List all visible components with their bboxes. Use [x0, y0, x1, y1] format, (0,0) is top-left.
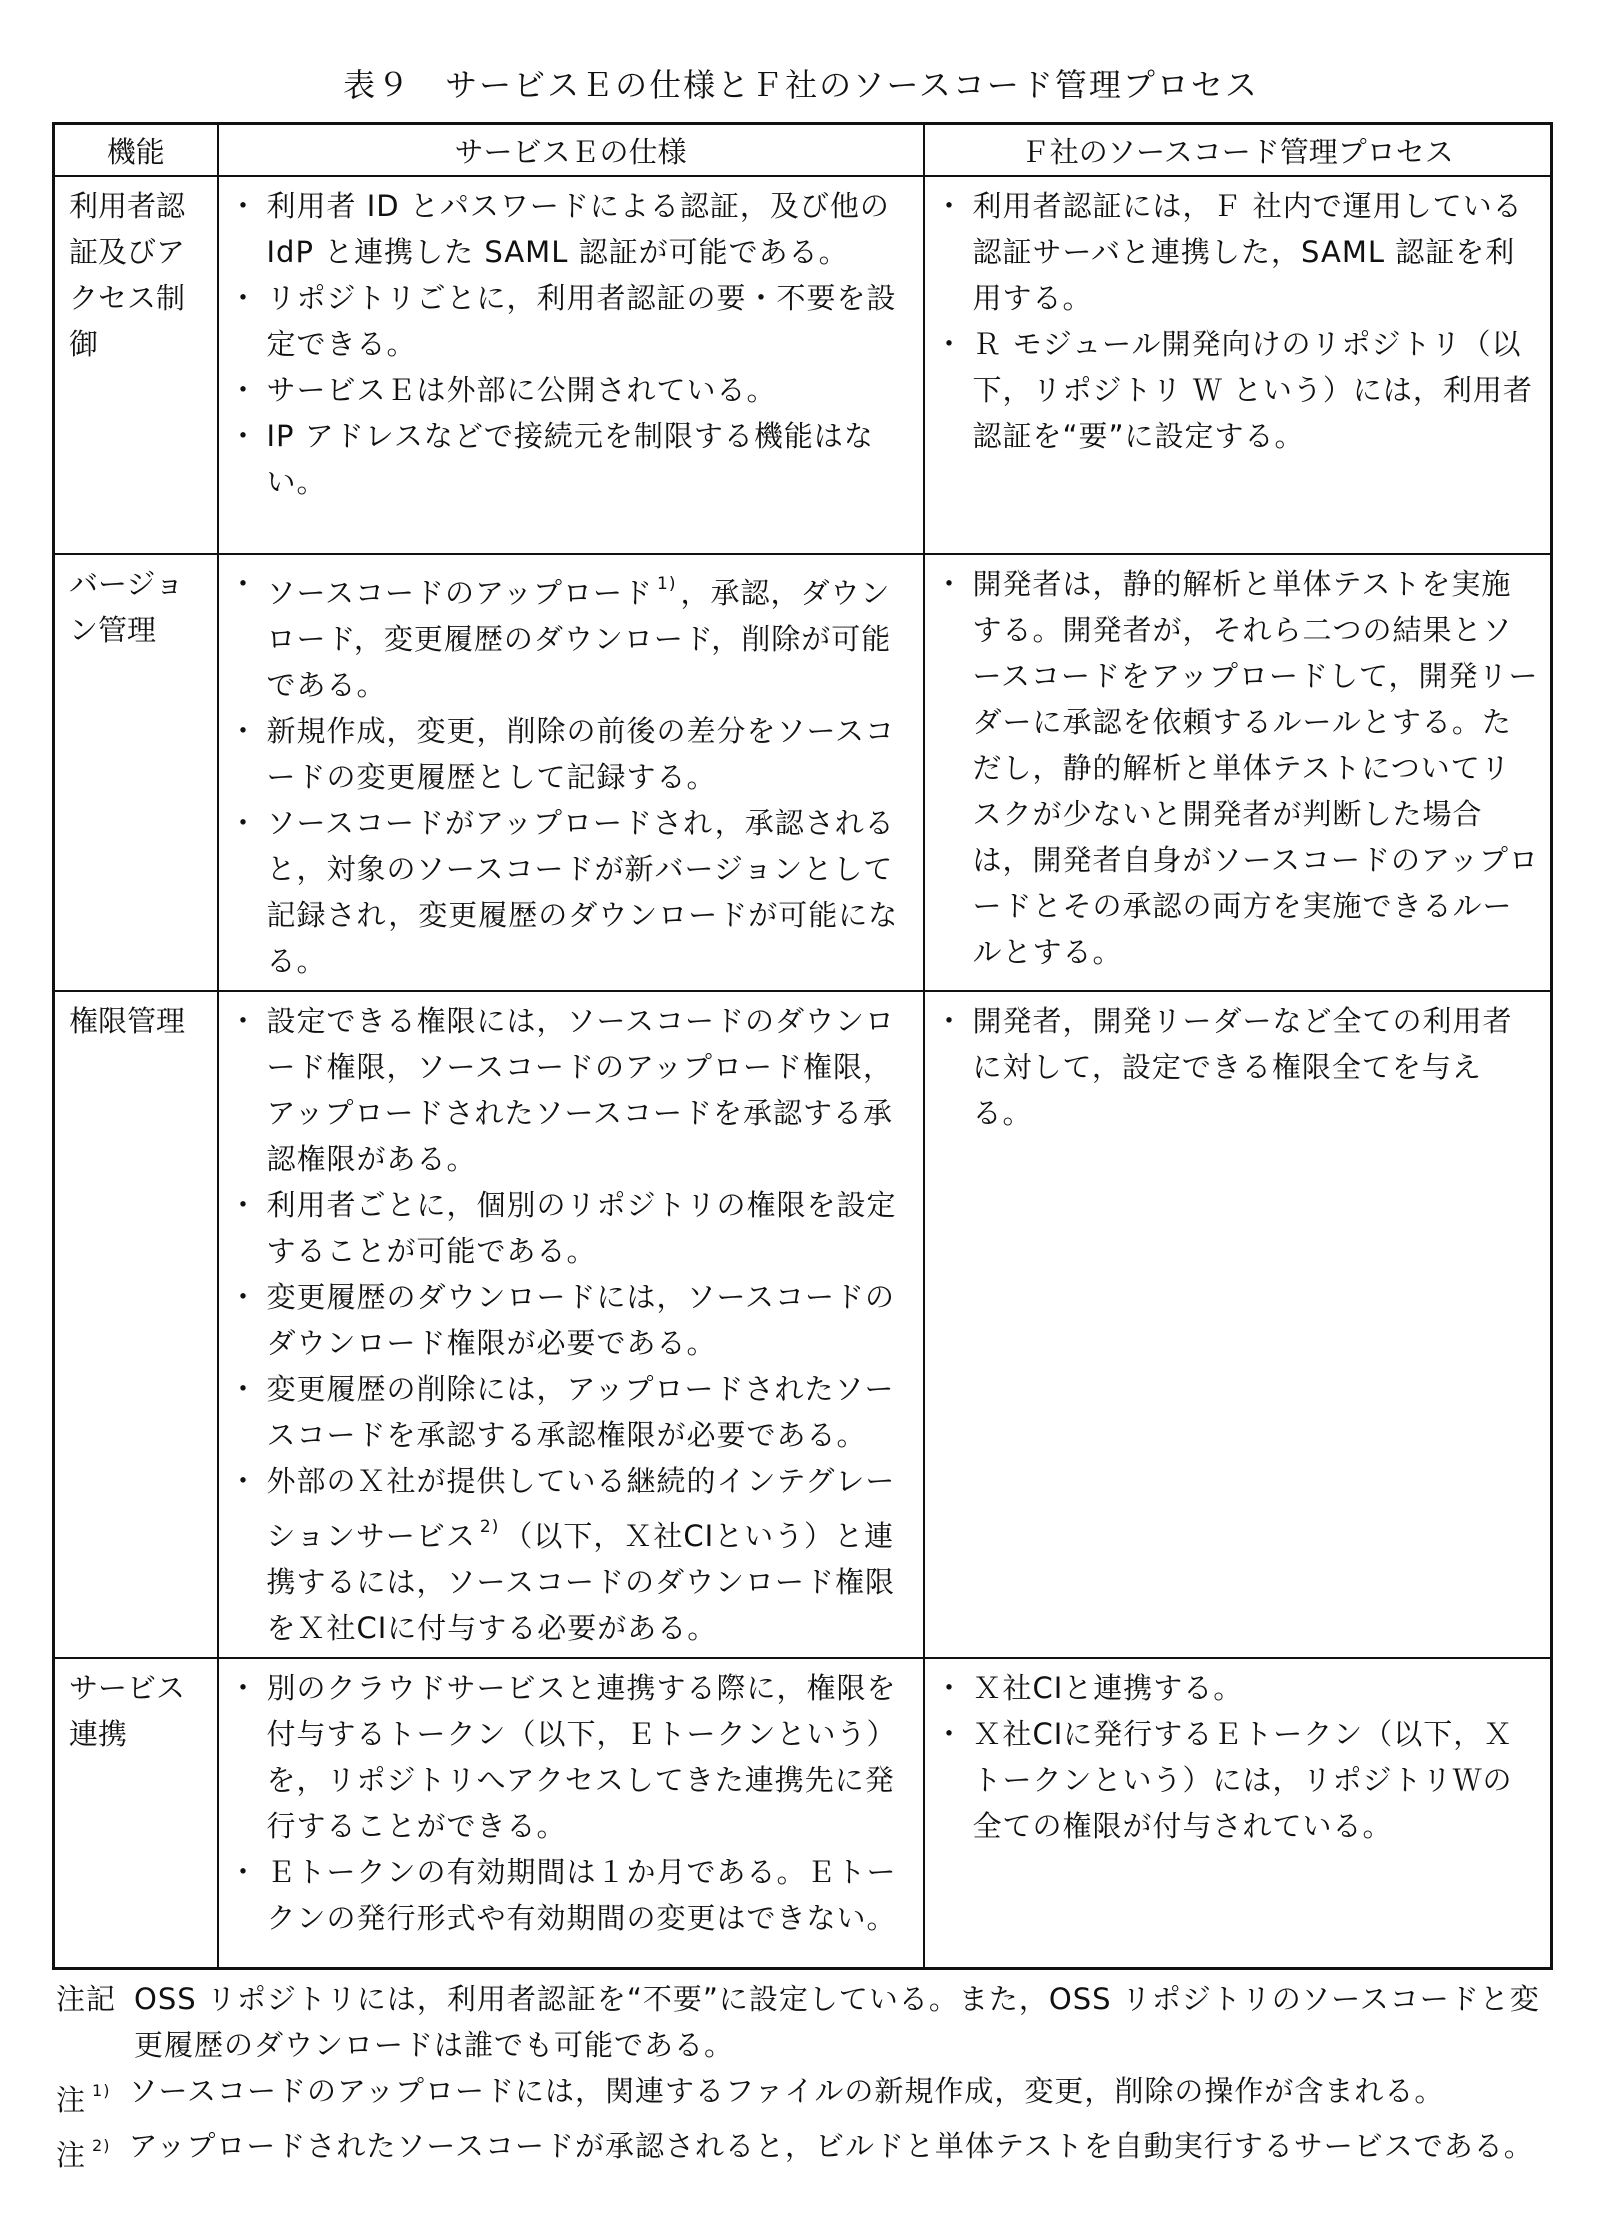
process-cell	[924, 1658, 1552, 1968]
footnote-2	[56, 2123, 1556, 2178]
spec-item: ・ ソースコードがアップロードされ，承認されると，対象のソースコードが新バージョンとして記録され，変更履歴のダウンロードが可能になる。	[227, 800, 913, 984]
spec-text: ，承認，ダウンロード，変更履歴のダウンロード，削除が可能である。	[266, 576, 892, 702]
footnote-1-number: 1)	[92, 2081, 111, 2100]
spec-cell	[218, 176, 924, 554]
footnote-1	[56, 2068, 1556, 2123]
spec-cell	[218, 554, 924, 991]
process-item: ・ 利用者認証には，Ｆ 社内で運用している認証サーバと連携した，SAML 認証を利用する。	[933, 183, 1541, 321]
spec-item: ・ 利用者 ID とパスワードによる認証，及び他の IdP と連携した SAML 認証が可能である。	[227, 183, 913, 275]
process-cell	[924, 991, 1552, 1658]
spec-table	[52, 122, 1553, 1970]
spec-item: ・ 別のクラウドサービスと連携する際に，権限を付与するトークン（以下，Ｅトークンという）を，リポジトリへアクセスしてきた連携先に発行することができる。	[227, 1665, 913, 1849]
spec-item: ・ Ｅトークンの有効期間は１か月である。Ｅトークンの発行形式や有効期間の変更はできない。	[227, 1849, 913, 1941]
footnote-2-text: アップロードされたソースコードが承認されると，ビルドと単体テストを自動実行するサービスである。	[128, 2129, 1534, 2163]
spec-text: （以下，Ｘ社CIという）と連携するには，ソースコードのダウンロード権限をＸ社CIに付与する必要がある。	[266, 1519, 896, 1645]
process-item: ・ 開発者，開発リーダーなど全ての利用者に対して，設定できる権限全てを与える。	[933, 998, 1541, 1136]
process-item: ・ Ｒ モジュール開発向けのリポジトリ（以下，リポジトリ Ｗ という）には，利用者認証を“要”に設定する。	[933, 321, 1541, 459]
footnote-2-number: 2)	[92, 2136, 111, 2155]
table-title: 表９ サービスＥの仕様とＦ社のソースコード管理プロセス	[343, 66, 1259, 104]
process-cell	[924, 176, 1552, 554]
footnote-1-prefix: 注	[56, 2083, 87, 2117]
table-row-version-management	[54, 554, 1552, 991]
spec-item: ・ 新規作成，変更，削除の前後の差分をソースコードの変更履歴として記録する。	[227, 708, 913, 800]
table-row-permission-management	[54, 991, 1552, 1658]
footnote-1-label	[56, 2068, 110, 2123]
process-item: ・ Ｘ社CIに発行するＥトークン（以下，Ｘ トークンという）には，リポジトリＷの全ての権限が付与されている。	[933, 1711, 1541, 1849]
spec-text: ソースコードのアップロード	[266, 576, 654, 610]
header-feature: 機能	[54, 124, 218, 177]
footnote-2-label	[56, 2123, 110, 2178]
memo-label: 注記	[56, 1982, 117, 2016]
feature-cell: 権限管理	[54, 991, 218, 1658]
header-company-process: Ｆ社のソースコード管理プロセス	[924, 124, 1552, 177]
table-header-row	[54, 124, 1552, 177]
spec-cell	[218, 1658, 924, 1968]
footnote-ref-2: 2)	[479, 1517, 500, 1537]
table-row-service-integration	[54, 1658, 1552, 1968]
spec-item: ・ 設定できる権限には，ソースコードのダウンロード権限，ソースコードのアップロード権限，アップロードされたソースコードを承認する承認権限がある。	[227, 998, 913, 1182]
spec-item: ・ リポジトリごとに，利用者認証の要・不要を設定できる。	[227, 275, 913, 367]
footnote-1-text: ソースコードのアップロードには，関連するファイルの新規作成，変更，削除の操作が含まれる。	[128, 2074, 1445, 2108]
table-row-authentication	[54, 176, 1552, 554]
header-service-spec: サービスＥの仕様	[218, 124, 924, 177]
feature-cell: 利用者認証及びアクセス制御	[54, 176, 218, 554]
process-item: ・ 開発者は，静的解析と単体テストを実施する。開発者が，それら二つの結果とソースコードをアップロードして，開発リーダーに承認を依頼するルールとする。ただし，静的解析と単体テストについてリスクが少ないと開発者が判断した場合は，開発者自身がソースコードのアップロードとその承認の両方を実施できるルールとする。	[933, 561, 1541, 975]
spec-item: ・ IP アドレスなどで接続元を制限する機能はない。	[227, 413, 913, 505]
feature-cell: サービス連携	[54, 1658, 218, 1968]
spec-text: 外部のＸ社が提供している継続的インテグレーションサービス	[266, 1464, 896, 1553]
process-cell	[924, 554, 1552, 991]
feature-cell: バージョン管理	[54, 554, 218, 991]
notes-section	[56, 1976, 1556, 2178]
memo-text: OSS リポジトリには，利用者認証を“不要”に設定している。また，OSS リポジトリのソースコードと変更履歴のダウンロードは誰でも可能である。	[134, 1982, 1540, 2062]
footnote-2-prefix: 注	[56, 2138, 87, 2172]
footnote-ref-1: 1)	[657, 574, 677, 594]
spec-item: ・ 利用者ごとに，個別のリポジトリの権限を設定することが可能である。	[227, 1182, 913, 1274]
spec-cell	[218, 991, 924, 1658]
spec-item: ・ サービスＥは外部に公開されている。	[227, 367, 913, 413]
spec-item	[227, 561, 913, 708]
spec-item: ・ 変更履歴のダウンロードには，ソースコードのダウンロード権限が必要である。	[227, 1274, 913, 1366]
memo-note	[56, 1976, 1556, 2068]
spec-item	[227, 1458, 913, 1651]
spec-item: ・ 変更履歴の削除には，アップロードされたソースコードを承認する承認権限が必要である。	[227, 1366, 913, 1458]
process-item: ・ Ｘ社CIと連携する。	[933, 1665, 1541, 1711]
